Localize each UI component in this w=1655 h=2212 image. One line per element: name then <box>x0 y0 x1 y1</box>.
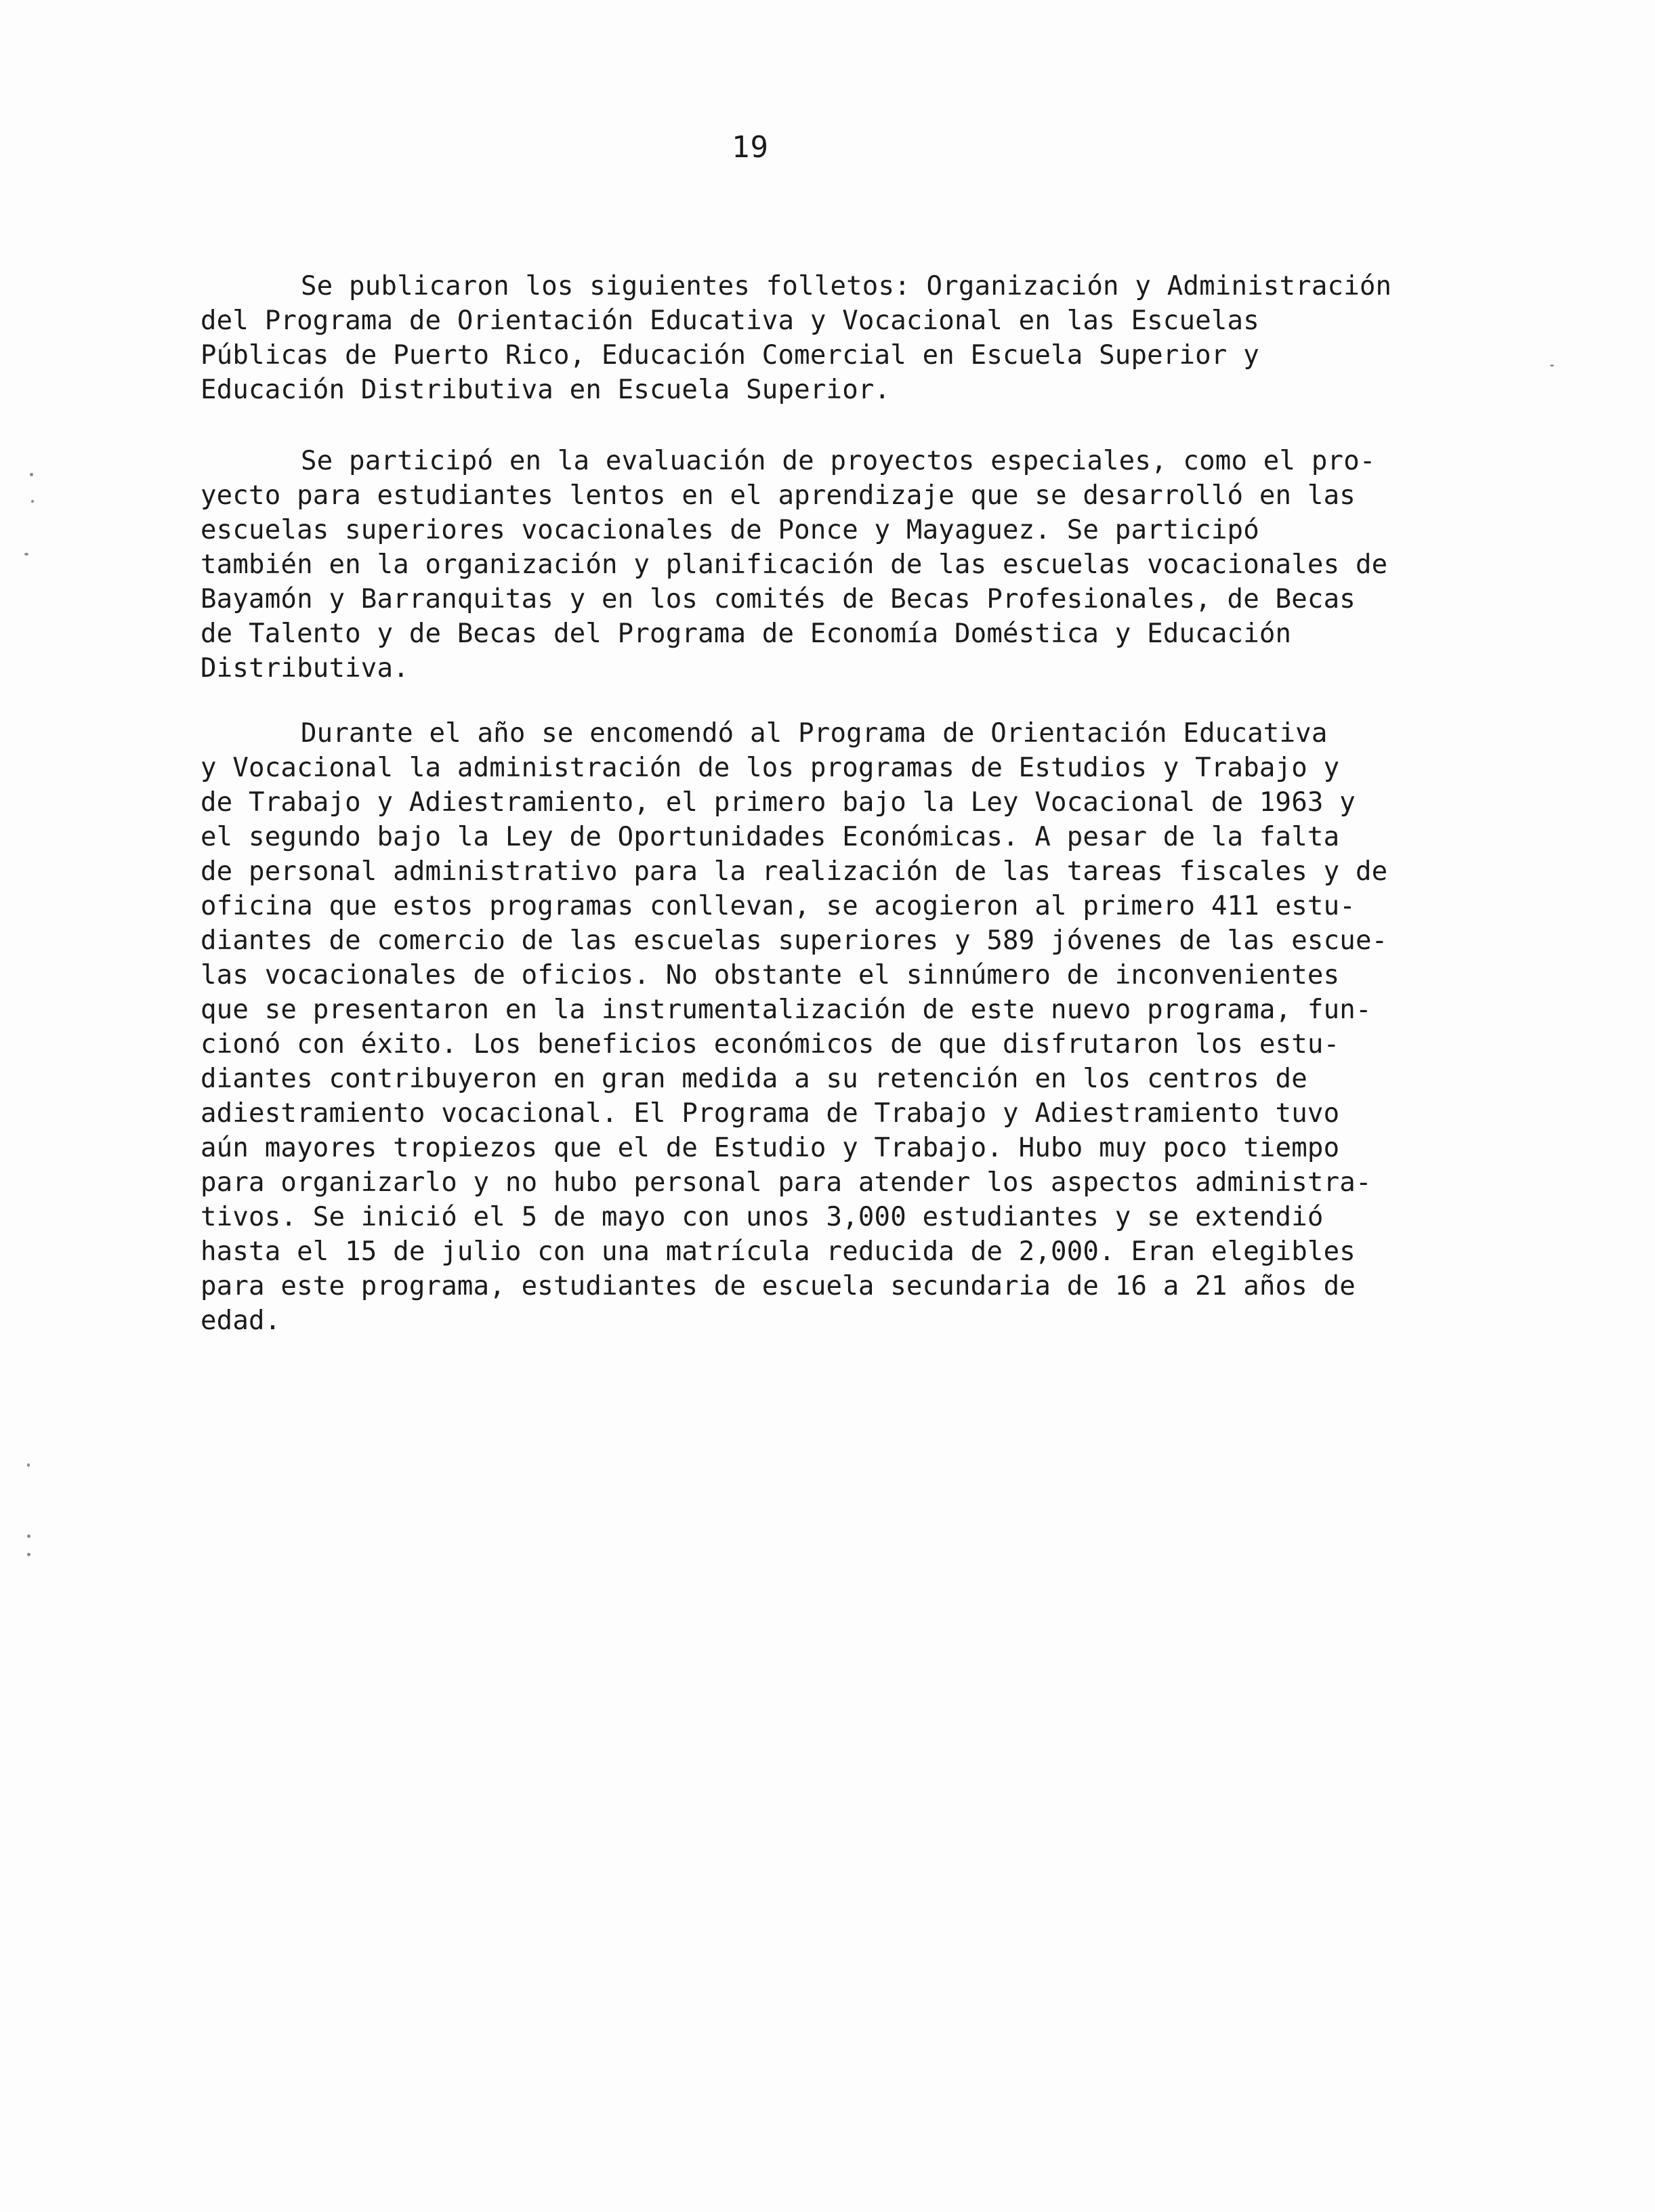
paragraph-line: de Talento y de Becas del Programa de Economía Doméstica y Educación <box>201 619 1292 649</box>
paragraph-line: para organizarlo y no hubo personal para atender los aspectos administra- <box>201 1167 1372 1198</box>
paragraph-line: diantes de comercio de las escuelas superiores y 589 jóvenes de las escue- <box>201 925 1388 956</box>
paragraph-line: aún mayores tropiezos que el de Estudio y Trabajo. Hubo muy poco tiempo <box>201 1133 1340 1163</box>
paragraph-line: Distributiva. <box>201 653 409 684</box>
scan-speck <box>31 500 34 503</box>
paragraph-2 <box>201 444 1522 686</box>
paragraph-1 <box>201 269 1522 407</box>
paragraph-3 <box>201 716 1522 1338</box>
scan-speck <box>27 1553 30 1556</box>
paragraph-line: de personal administrativo para la realización de las tareas fiscales y de <box>201 856 1388 887</box>
paragraph-line: del Programa de Orientación Educativa y Vocacional en las Escuelas <box>201 306 1259 336</box>
paragraph-line: Se publicaron los siguientes folletos: Organización y Administración <box>301 271 1392 301</box>
paragraph-line: adiestramiento vocacional. El Programa de Trabajo y Adiestramiento tuvo <box>201 1098 1340 1129</box>
paragraph-line: Educación Distributiva en Escuela Superior. <box>201 375 891 405</box>
scan-speck <box>1550 364 1554 367</box>
paragraph-line: hasta el 15 de julio con una matrícula reducida de 2,000. Eran elegibles <box>201 1236 1356 1267</box>
paragraph-line: yecto para estudiantes lentos en el aprendizaje que se desarrolló en las <box>201 480 1356 511</box>
scan-speck <box>30 473 33 476</box>
paragraph-line: las vocacionales de oficios. No obstante el sinnúmero de inconvenientes <box>201 960 1340 990</box>
paragraph-line: oficina que estos programas conllevan, se acogieron al primero 411 estu- <box>201 891 1356 921</box>
paragraph-line: de Trabajo y Adiestramiento, el primero bajo la Ley Vocacional de 1963 y <box>201 787 1356 818</box>
scan-speck <box>24 553 28 556</box>
paragraph-line: Durante el año se encomendó al Programa de Orientación Educativa <box>301 718 1328 749</box>
paragraph-line: y Vocacional la administración de los programas de Estudios y Trabajo y <box>201 753 1340 783</box>
paragraph-line: tivos. Se inició el 5 de mayo con unos 3,000 estudiantes y se extendió <box>201 1202 1324 1232</box>
paragraph-line: edad. <box>201 1306 281 1336</box>
paragraph-line: Bayamón y Barranquitas y en los comités de Becas Profesionales, de Becas <box>201 584 1356 614</box>
scan-speck <box>27 1535 30 1538</box>
scan-speck <box>27 1463 30 1467</box>
paragraph-line: diantes contribuyeron en gran medida a su retención en los centros de <box>201 1064 1307 1094</box>
paragraph-line: escuelas superiores vocacionales de Ponce y Mayaguez. Se participó <box>201 515 1259 545</box>
paragraph-line: el segundo bajo la Ley de Oportunidades Económicas. A pesar de la falta <box>201 822 1340 852</box>
paragraph-line: cionó con éxito. Los beneficios económicos de que disfrutaron los estu- <box>201 1029 1340 1060</box>
paragraph-line: también en la organización y planificación de las escuelas vocacionales de <box>201 549 1388 580</box>
paragraph-line: que se presentaron en la instrumentalización de este nuevo programa, fun- <box>201 995 1372 1025</box>
paragraph-line: Se participó en la evaluación de proyectos especiales, como el pro- <box>301 446 1376 476</box>
paragraph-line: Públicas de Puerto Rico, Educación Comercial en Escuela Superior y <box>201 340 1259 371</box>
page-number: 19 <box>732 130 769 165</box>
paragraph-line: para este programa, estudiantes de escuela secundaria de 16 a 21 años de <box>201 1271 1356 1301</box>
